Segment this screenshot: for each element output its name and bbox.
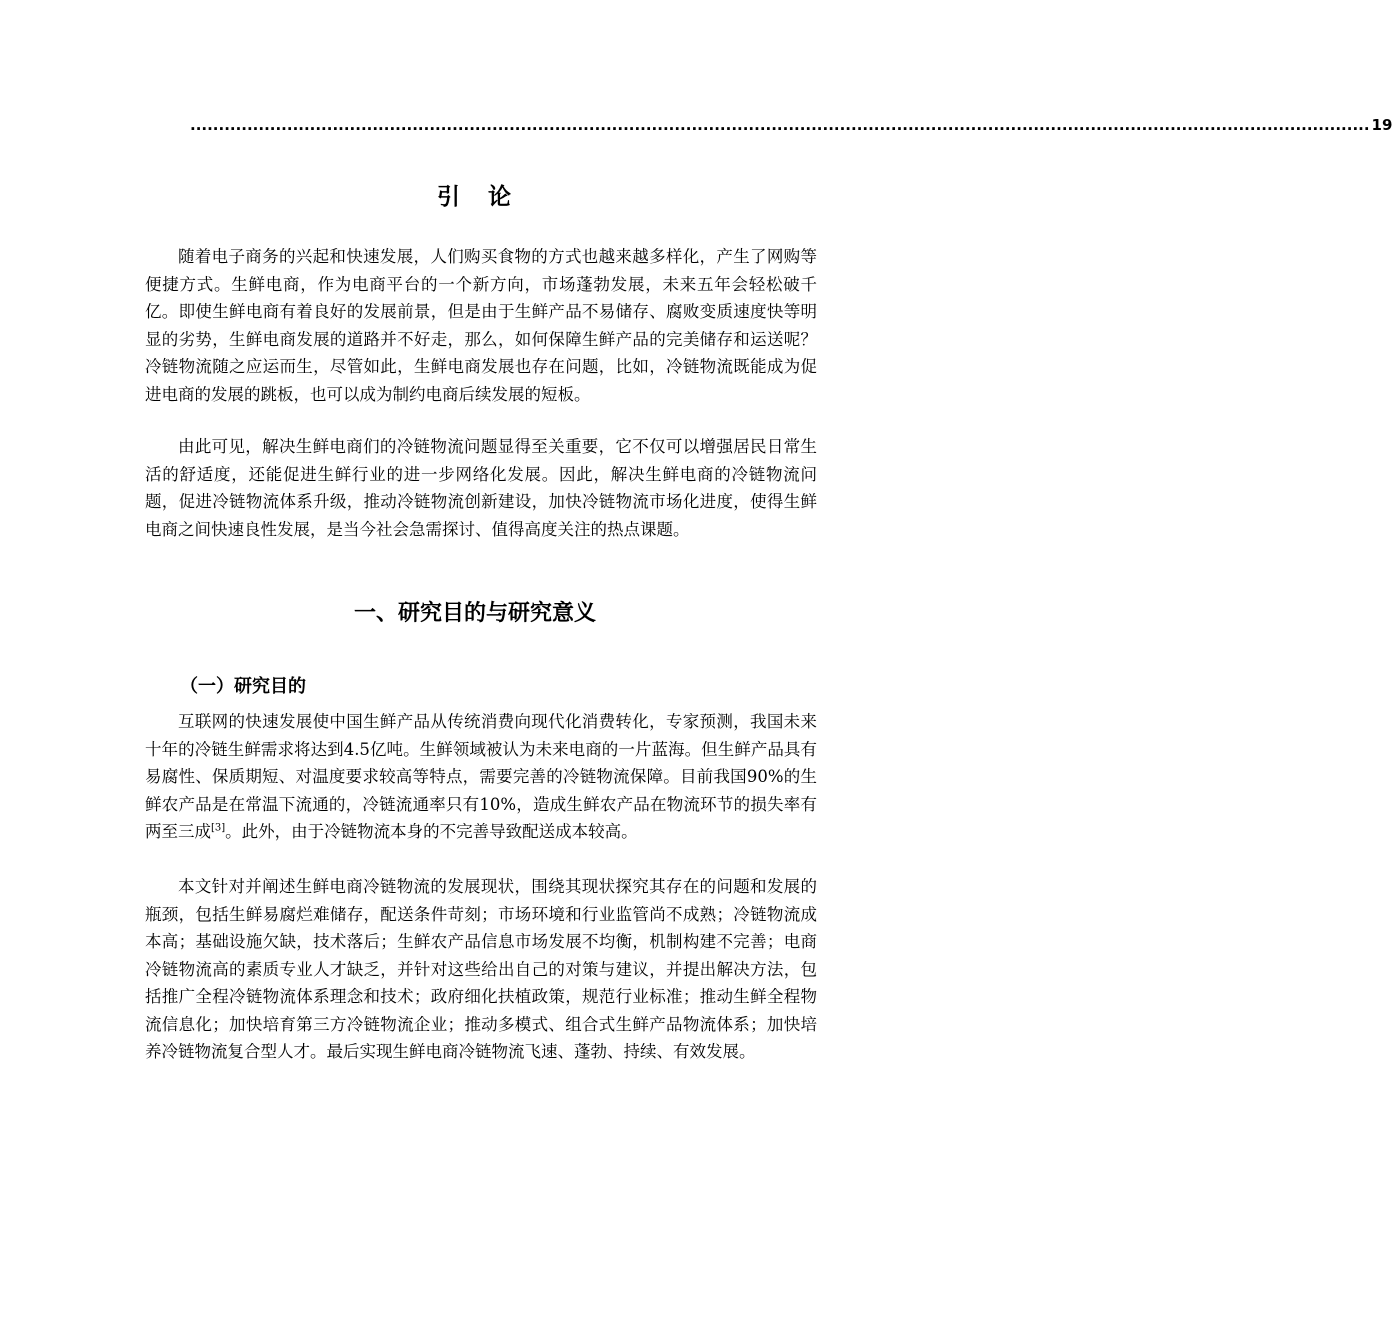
- toc-entry: [190, 116, 1392, 140]
- research-purpose-paragraph-2: 本文针对并阐述生鲜电商冷链物流的发展现状，围绕其现状探究其存在的问题和发展的瓶颈，包括生鲜易腐烂难储存，配送条件苛刻；市场环境和行业监管尚不成熟；冷链物流成本高；基础设施欠缺，技术落后；生鲜农产品信息市场发展不均衡，机制构建不完善；电商冷链物流高的素质专业人才缺乏，并针对这些给出自己的对策与建议，并提出解决方法，包括推广全程冷链物流体系理念和技术；政府细化扶植政策，规范行业标准；推动生鲜全程物流信息化；加快培育第三方冷链物流企业；推动多模式、组合式生鲜产品物流体系；加快培养冷链物流复合型人才。最后实现生鲜电商冷链物流飞速、蓬勃、持续、有效发展。: [145, 877, 817, 1061]
- subsection-heading: （一）研究目的: [180, 676, 306, 697]
- section-heading: 一、研究目的与研究意义: [353, 601, 596, 626]
- toc-dot-leader: ...............................................................................................................................................................................................................: [190, 116, 1370, 134]
- paragraph-text: 互联网的快速发展使中国生鲜产品从传统消费向现代化消费转化，专家预测，我国未来十年的冷链生鲜需求将达到4.5亿吨。生鲜领域被认为未来电商的一片蓝海。但生鲜产品具有易腐性、保质期短、对温度要求较高等特点，需要完善的冷链物流保障。目前我国90%的生鲜农产品是在常温下流通的，冷链流通率只有10%，造成生鲜农产品在物流环节的损失率有两至三成: [145, 712, 817, 841]
- research-purpose-paragraph-1: [145, 708, 817, 846]
- citation-ref: [3]: [211, 822, 226, 834]
- intro-paragraph-2: 由此可见，解决生鲜电商们的冷链物流问题显得至关重要，它不仅可以增强居民日常生活的舒适度，还能促进生鲜行业的进一步网络化发展。因此，解决生鲜电商的冷链物流问题，促进冷链物流体系升级，推动冷链物流创新建设，加快冷链物流市场化进度，使得生鲜电商之间快速良性发展，是当今社会急需探讨、值得高度关注的热点课题。: [145, 437, 817, 539]
- intro-paragraph-1: 随着电子商务的兴起和快速发展，人们购买食物的方式也越来越多样化，产生了网购等便捷方式。生鲜电商，作为电商平台的一个新方向，市场蓬勃发展，未来五年会轻松破千亿。即使生鲜电商有着良好的发展前景，但是由于生鲜产品不易储存、腐败变质速度快等明显的劣势，生鲜电商发展的道路并不好走，那么，如何保障生鲜产品的完美储存和运送呢？冷链物流随之应运而生，尽管如此，生鲜电商发展也存在问题，比如，冷链物流既能成为促进电商的发展的跳板，也可以成为制约电商后续发展的短板。: [145, 247, 817, 404]
- intro-title: 引 论: [436, 184, 513, 210]
- toc-page-number: 19: [1371, 116, 1392, 134]
- paragraph-text-continued: 。此外，由于冷链物流本身的不完善导致配送成本较高。: [225, 822, 638, 841]
